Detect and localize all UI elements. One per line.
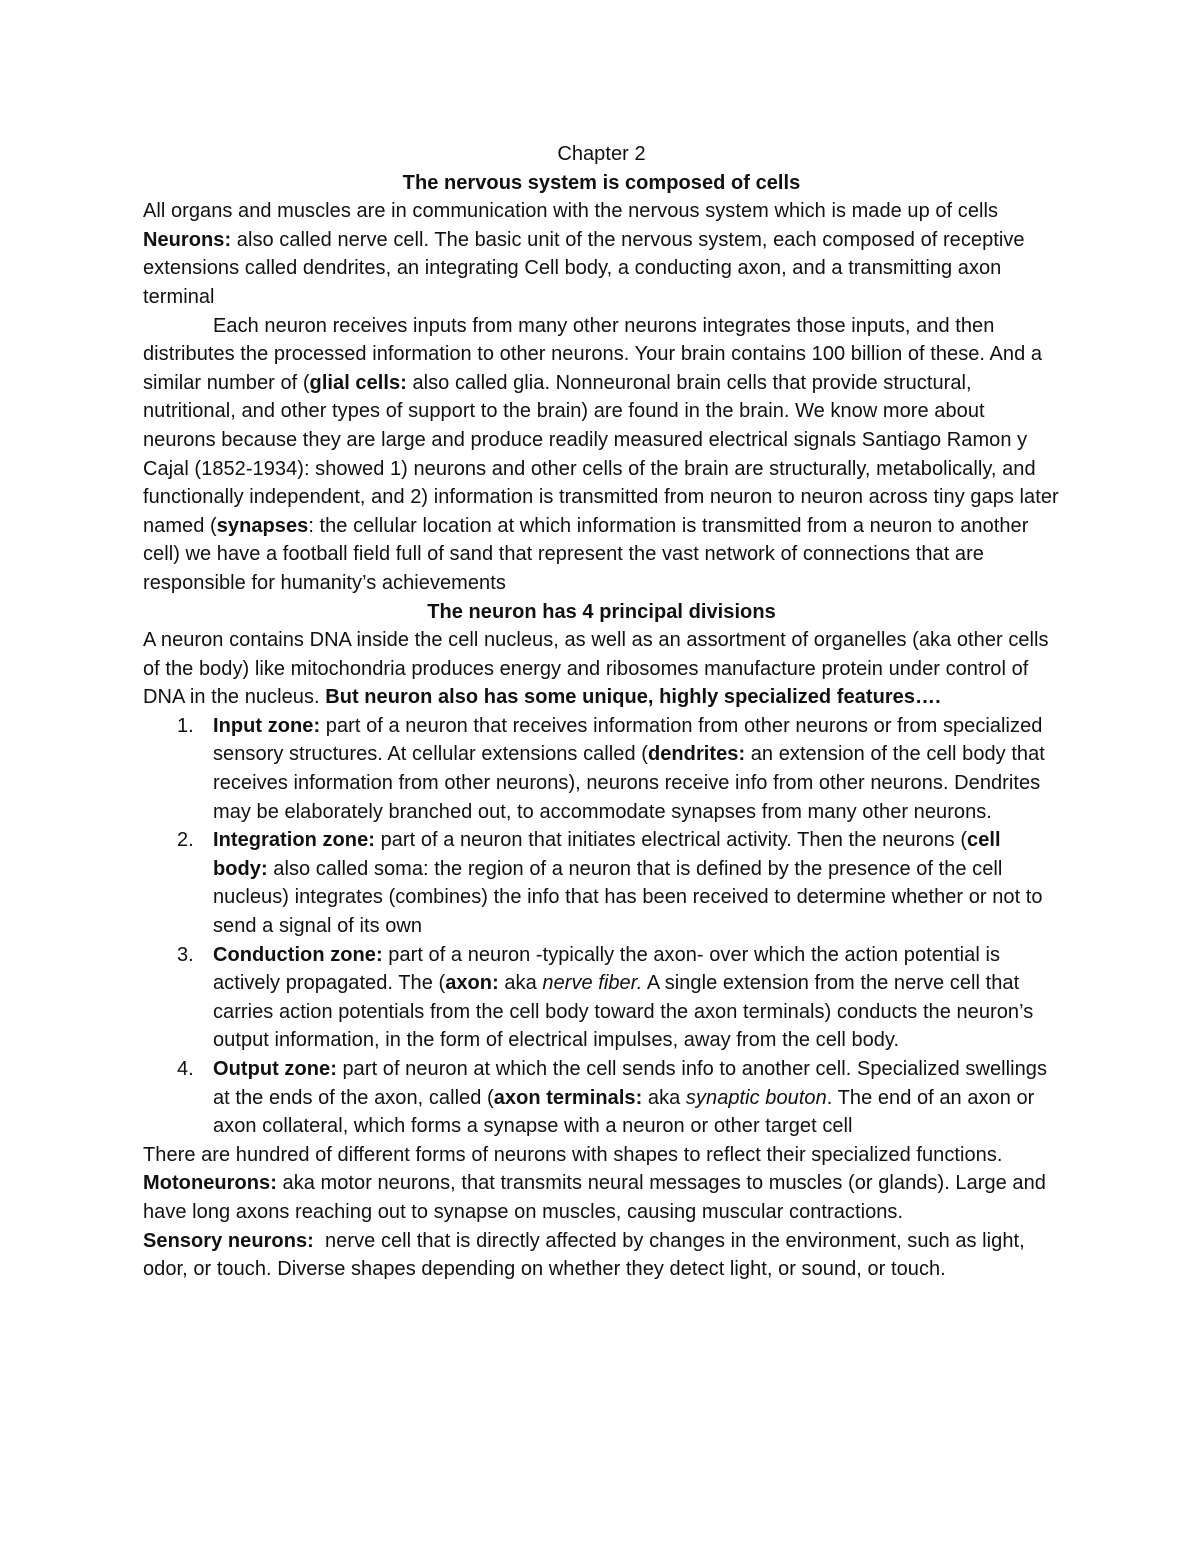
para2-text-b: also called glia. Nonneuronal brain cells that provide structural, nutritional, and other types of support to the brain) are found in the brain. We know more about neurons because they are large and produce readily measured electrical signals Santiago Ramon y Cajal (1852-1934): showed 1) neurons and other cells of the brain are structurally, metabolically, and functionally independent, and 2) information is transmitted from neuron to neuron across tiny gaps later named ( [143, 371, 1059, 537]
list-item-text: part of a neuron -typically the axon- over which the action potential is actively propagated. The ( [213, 943, 1000, 995]
list-number: 3. [177, 943, 194, 966]
neuron-inputs-paragraph [143, 312, 1060, 598]
cell-body-term: cell body: [213, 829, 1001, 880]
section-heading-cells: The nervous system is composed of cells [402, 171, 801, 194]
output-zone-term: Output zone: [213, 1058, 337, 1080]
list-number: 2. [177, 829, 194, 852]
list-item [143, 712, 1060, 826]
synaptic-bouton-italic: synaptic bouton [685, 1086, 827, 1109]
para2-text-a: Each neuron receives inputs from many other neurons integrates those inputs, and then distributes the processed information to other neurons. Your brain contains 100 billion of these. And a similar number of ( [143, 314, 1043, 394]
axon-terminals-term: axon terminals: [493, 1086, 643, 1109]
organelles-paragraph [143, 626, 1060, 712]
neurons-text: also called nerve cell. The basic unit of the nervous system, each composed of receptive extensions called dendrites, an integrating Cell body, a conducting axon, and a transmitting axon terminal [143, 228, 1025, 308]
neurons-term: Neurons: [143, 228, 232, 251]
chapter-title: Chapter 2 [557, 143, 646, 165]
sensory-neurons-term: Sensory neurons: [143, 1229, 314, 1252]
list-item-text: aka [642, 1086, 686, 1109]
list-item-text: part of neuron at which the cell sends info to another cell. Specialized swellings at the ends of the axon, called ( [213, 1058, 1048, 1109]
axon-term: axon: [445, 972, 499, 995]
motoneurons-definition [143, 1169, 1060, 1226]
list-item-text: part of a neuron that initiates electrical activity. Then the neurons ( [374, 829, 968, 852]
sensory-neurons-definition [143, 1227, 1060, 1284]
nerve-fiber-italic: nerve fiber. [542, 972, 643, 995]
list-item-text: an extension of the cell body that receives information from other neurons), neurons receive info from other neurons. Dendrites may be elaborately branched out, to accommodate synapses from many other neurons. [213, 743, 1045, 823]
unique-features-bold: But neuron also has some unique, highly specialized features…. [325, 686, 941, 709]
motoneurons-term: Motoneurons: [143, 1172, 277, 1195]
list-item-text: aka [498, 972, 543, 995]
neuron-forms-paragraph: There are hundred of different forms of neurons with shapes to reflect their specialized functions. [143, 1143, 1003, 1166]
sensory-neurons-text: nerve cell that is directly affected by changes in the environment, such as light, odor, or touch. Diverse shapes depending on whether they detect light, or sound, or touch. [143, 1229, 1031, 1281]
conduction-zone-term: Conduction zone: [213, 943, 383, 966]
list-number: 1. [177, 714, 194, 737]
list-item-text: . The end of an axon or axon collateral, which forms a synapse with a neuron or other target cell [213, 1086, 1035, 1138]
list-item [143, 826, 1060, 940]
list-item-text: A single extension from the nerve cell that carries action potentials from the cell body toward the axon terminals) conducts the neuron’s output information, in the form of electrical impulses, away from the cell body. [213, 972, 1034, 1052]
intro-paragraph: All organs and muscles are in communication with the nervous system which is made up of cells [143, 200, 999, 223]
para3-text: A neuron contains DNA inside the cell nucleus, as well as an assortment of organelles (aka other cells of the body) like mitochondria produces energy and ribosomes manufacture protein under control of DNA in the nucleus. [143, 629, 1049, 709]
para2-text-c: : the cellular location at which information is transmitted from a neuron to another cell) we have a football field full of sand that represent the vast network of connections that are responsible for humanity’s achievements [143, 514, 1029, 594]
synapses-term: synapses [216, 514, 309, 537]
glial-cells-term: glial cells: [309, 371, 407, 394]
integration-zone-term: Integration zone: [213, 829, 375, 852]
input-zone-term: Input zone: [213, 714, 321, 737]
list-number: 4. [177, 1058, 194, 1080]
list-item [143, 941, 1060, 1055]
neuron-zones-list [143, 712, 1060, 1141]
neurons-definition [143, 226, 1060, 312]
list-item [143, 1055, 1060, 1141]
motoneurons-text: aka motor neurons, that transmits neural messages to muscles (or glands). Large and have long axons reaching out to synapse on muscles, causing muscular contractions. [143, 1172, 1046, 1223]
list-item-text: part of a neuron that receives information from other neurons or from specialized sensory structures. At cellular extensions called ( [213, 714, 1043, 766]
dendrites-term: dendrites: [647, 743, 746, 766]
section-heading-divisions: The neuron has 4 principal divisions [427, 600, 776, 623]
list-item-text: also called soma: the region of a neuron that is defined by the presence of the cell nucleus) integrates (combines) the info that has been received to determine whether or not to send a signal of its own [213, 857, 1043, 938]
